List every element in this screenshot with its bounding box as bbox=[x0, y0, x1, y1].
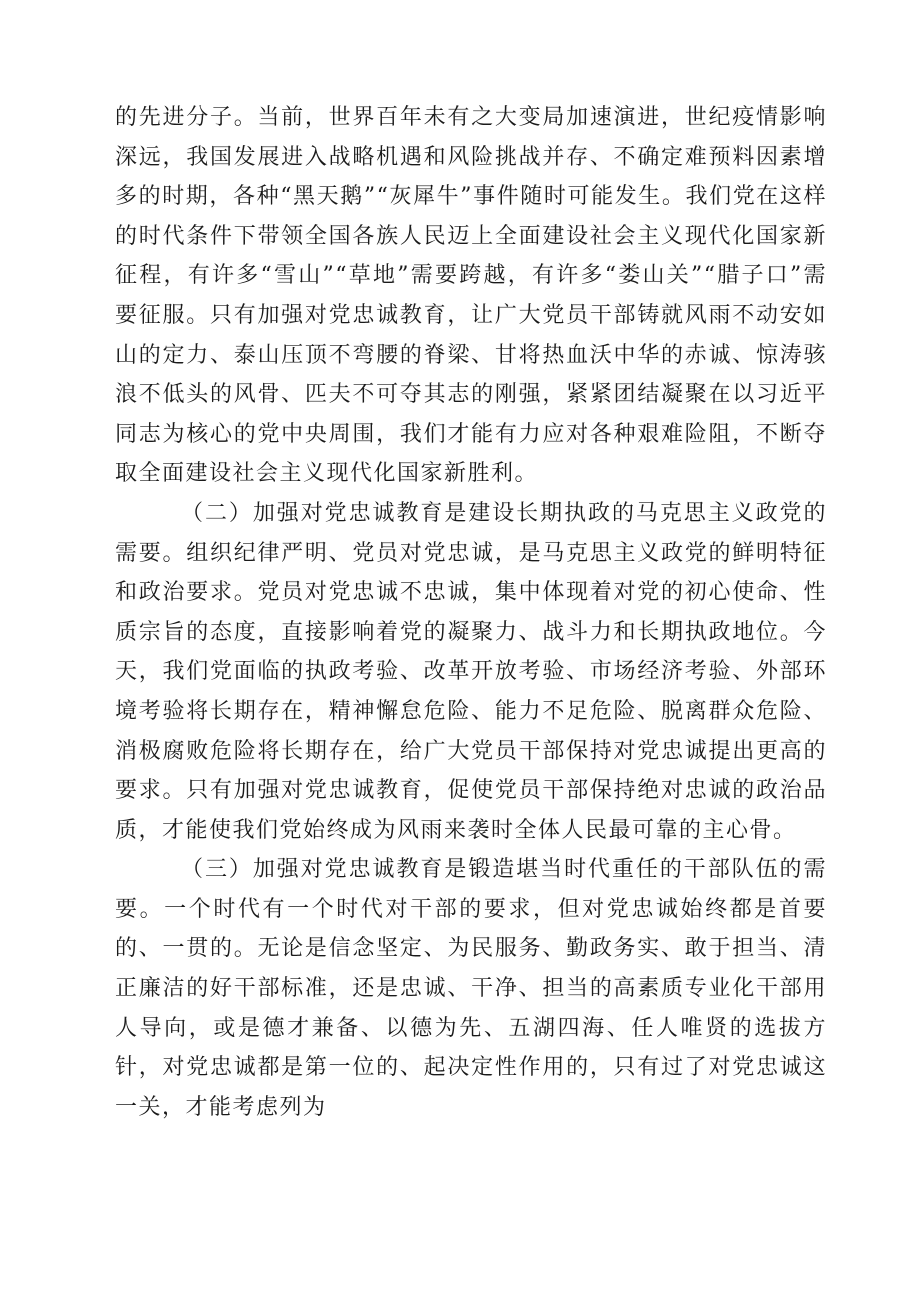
paragraph-section-three: （三）加强对党忠诚教育是锻造堪当时代重任的干部队伍的需要。一个时代有一个时代对干部的要求，但对党忠诚始终都是首要的、一贯的。无论是信念坚定、为民服务、勤政务实、敢于担当、清正廉洁的好干部标准，还是忠诚、干净、担当的高素质专业化干部用人导向，或是德才兼备、以德为先、五湖四海、任人唯贤的选拔方针，对党忠诚都是第一位的、起决定性作用的，只有过了对党忠诚这一关，才能考虑列为 bbox=[115, 857, 827, 1120]
document-body bbox=[115, 98, 827, 1127]
paragraph-section-two: （二）加强对党忠诚教育是建设长期执政的马克思主义政党的需要。组织纪律严明、党员对党忠诚，是马克思主义政党的鲜明特征和政治要求。党员对党忠诚不忠诚，集中体现着对党的初心使命、性质宗旨的态度，直接影响着党的凝聚力、战斗力和长期执政地位。今天，我们党面临的执政考验、改革开放考验、市场经济考验、外部环境考验将长期存在，精神懈怠危险、能力不足危险、脱离群众危险、消极腐败危险将长期存在，给广大党员干部保持对党忠诚提出更高的要求。只有加强对党忠诚教育，促使党员干部保持绝对忠诚的政治品质，才能使我们党始终成为风雨来袭时全体人民最可靠的主心骨。 bbox=[115, 500, 827, 843]
paragraph-continuation: 的先进分子。当前，世界百年未有之大变局加速演进，世纪疫情影响深远，我国发展进入战略机遇和风险挑战并存、不确定难预料因素增多的时期，各种“黑天鹅”“灰犀牛”事件随时可能发生。我们党在这样的时代条件下带领全国各族人民迈上全面建设社会主义现代化国家新征程，有许多“雪山”“草地”需要跨越，有许多“娄山关”“腊子口”需要征服。只有加强对党忠诚教育，让广大党员干部铸就风雨不动安如山的定力、泰山压顶不弯腰的脊梁、甘将热血沃中华的赤诚、惊涛骇浪不低头的风骨、匹夫不可夺其志的刚强，紧紧团结凝聚在以习近平同志为核心的党中央周围，我们才能有力应对各种艰难险阻，不断夺取全面建设社会主义现代化国家新胜利。 bbox=[115, 105, 827, 487]
